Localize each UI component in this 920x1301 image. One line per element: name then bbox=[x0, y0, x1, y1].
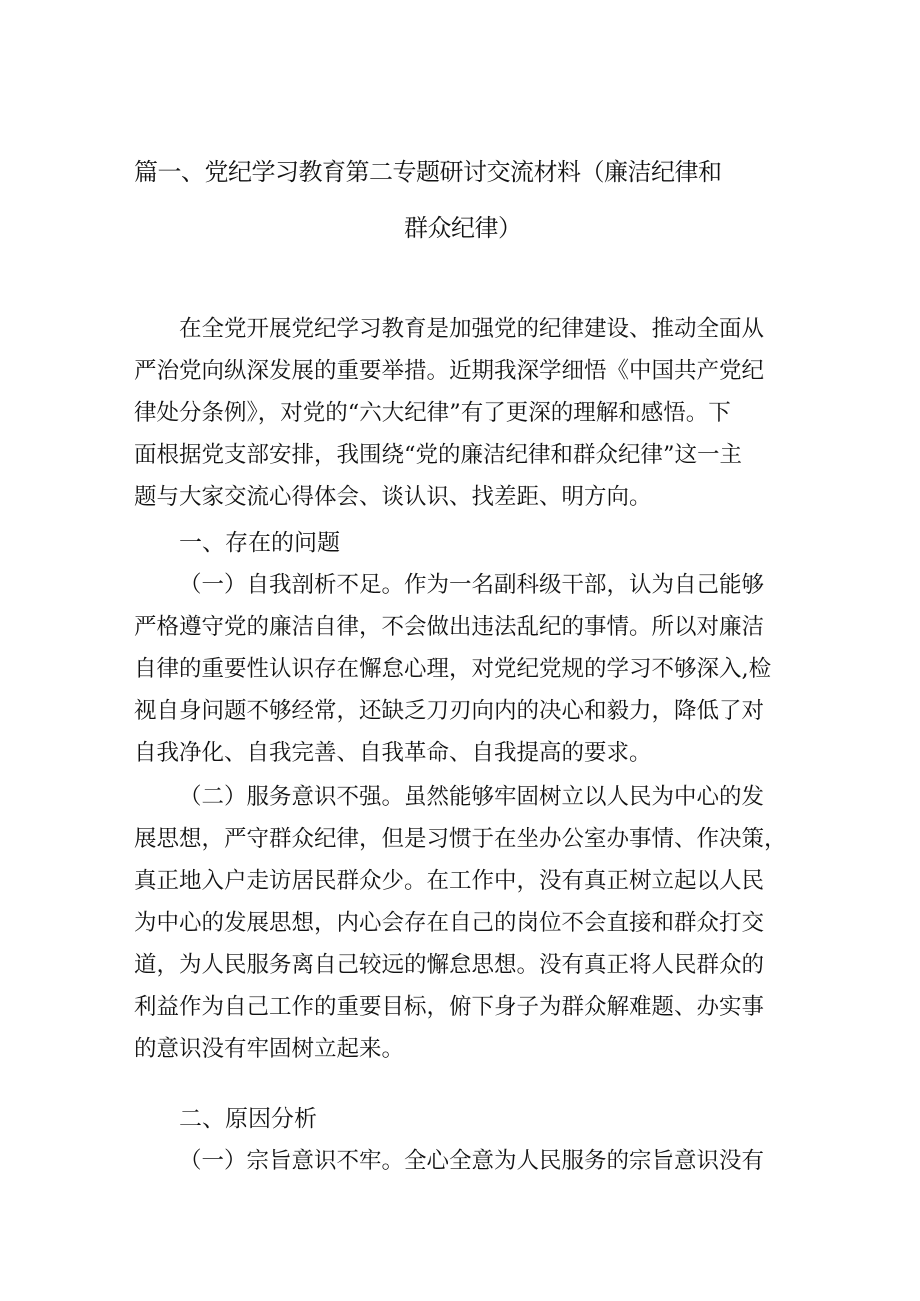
paragraph-line: 为中心的发展思想，内心会存在自己的岗位不会直接和群众打交 bbox=[134, 910, 765, 936]
section-heading-causes: 二、原因分析 bbox=[179, 1106, 317, 1132]
paragraph-line: 展思想，严守群众纪律，但是习惯于在坐办公室办事情、作决策， bbox=[134, 826, 787, 852]
paragraph-line: 自律的重要性认识存在懈怠心理，对党纪党规的学习不够深入,检 bbox=[134, 656, 772, 682]
paragraph-line: 严格遵守党的廉洁自律，不会做出违法乱纪的事情。所以对廉洁 bbox=[134, 614, 765, 640]
section1-item2-paragraph bbox=[134, 776, 794, 1070]
document-title-line-2: 群众纪律） bbox=[404, 214, 522, 242]
paragraph-line: 真正地入户走访居民群众少。在工作中，没有真正树立起以人民 bbox=[134, 868, 765, 894]
document-title-line-1: 篇一、党纪学习教育第二专题研讨交流材料（廉洁纪律和 bbox=[134, 158, 722, 186]
section1-item1-paragraph bbox=[134, 564, 794, 774]
paragraph-line: （一）自我剖析不足。作为一名副科级干部，认为自己能够 bbox=[179, 572, 765, 598]
paragraph-line: （二）服务意识不强。虽然能够牢固树立以人民为中心的发 bbox=[179, 784, 765, 810]
paragraph-line: 利益作为自己工作的重要目标，俯下身子为群众解难题、办实事 bbox=[134, 994, 765, 1020]
paragraph-line: 自我净化、自我完善、自我革命、自我提高的要求。 bbox=[134, 740, 652, 766]
paragraph-line: 在全党开展党纪学习教育是加强党的纪律建设、推动全面从 bbox=[179, 316, 765, 342]
section-heading-problems: 一、存在的问题 bbox=[179, 530, 340, 556]
paragraph-line: 题与大家交流心得体会、谈认识、找差距、明方向。 bbox=[134, 484, 652, 510]
paragraph-line: 律处分条例》，对党的“六大纪律”有了更深的理解和感悟。下 bbox=[134, 400, 731, 426]
paragraph-line: 面根据党支部安排，我围绕“党的廉洁纪律和群众纪律”这一主 bbox=[134, 442, 743, 468]
intro-paragraph bbox=[134, 308, 794, 518]
paragraph-line: 视自身问题不够经常，还缺乏刀刃向内的决心和毅力，降低了对 bbox=[134, 698, 765, 724]
paragraph-line: 的意识没有牢固树立起来。 bbox=[134, 1036, 405, 1062]
section2-item1-paragraph bbox=[134, 1140, 794, 1182]
paragraph-line: 严治党向纵深发展的重要举措。近期我深学细悟《中国共产党纪 bbox=[134, 358, 765, 384]
paragraph-line: 道，为人民服务离自己较远的懈怠思想。没有真正将人民群众的 bbox=[134, 952, 765, 978]
paragraph-line: （一）宗旨意识不牢。全心全意为人民服务的宗旨意识没有 bbox=[179, 1148, 765, 1174]
